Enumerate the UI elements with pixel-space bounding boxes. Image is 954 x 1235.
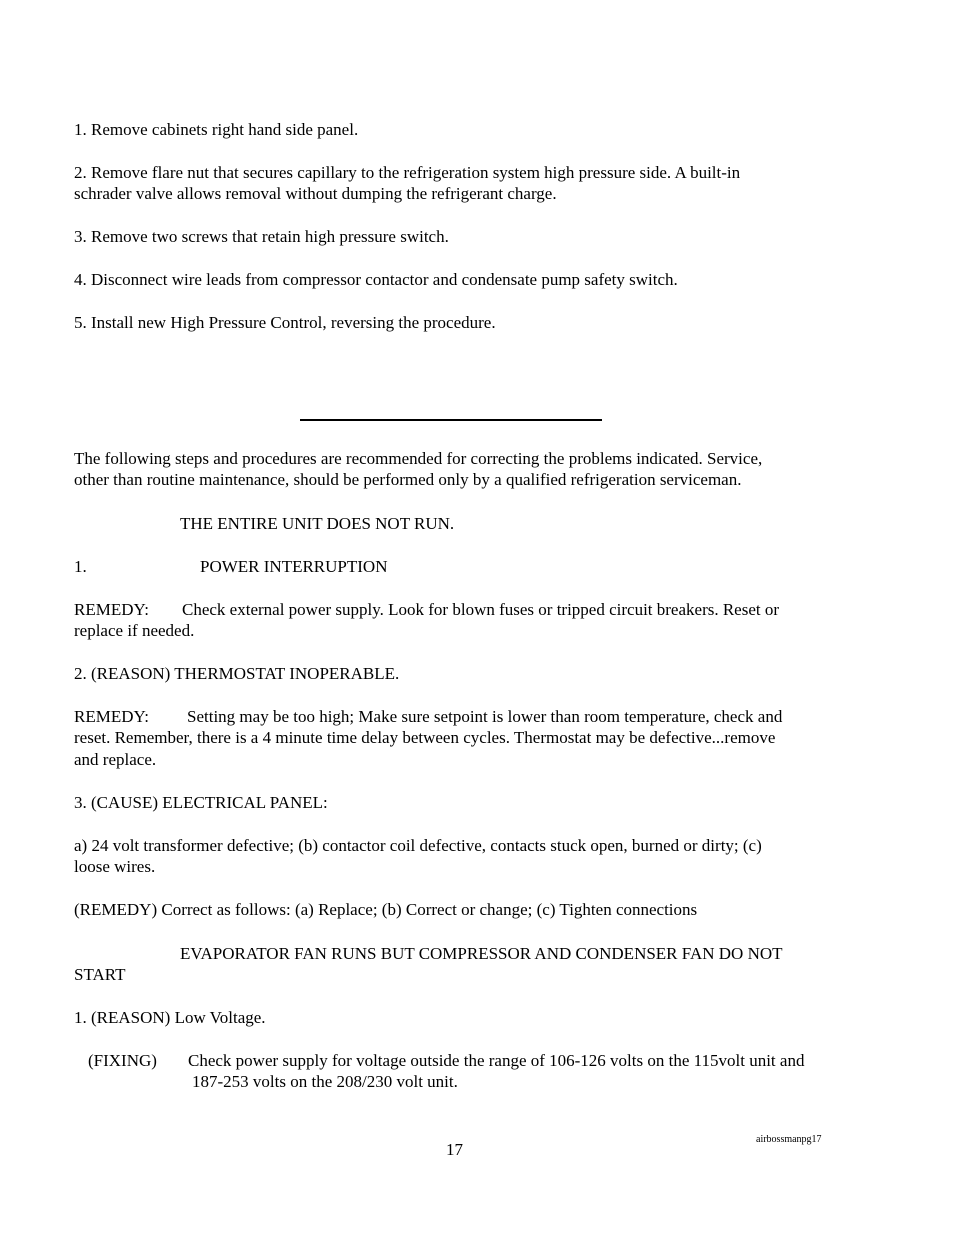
fixing-label: (FIXING) [88,1051,157,1070]
step-5: 5. Install new High Pressure Control, reversing the procedure. [74,313,496,332]
page-number: 17 [446,1140,463,1159]
intro-line-1: The following steps and procedures are recommended for correcting the problems indicated. Service, [74,449,763,468]
remedy-1-line-1: Check external power supply. Look for blown fuses or tripped circuit breakers. Reset or [182,600,780,619]
problem-1-title: THE ENTIRE UNIT DOES NOT RUN. [180,514,455,533]
problem-1-item-3: 3. (CAUSE) ELECTRICAL PANEL: [74,793,328,812]
problem-2-item-1: 1. (REASON) Low Voltage. [74,1008,266,1027]
remedy-2-label: REMEDY: [74,707,149,726]
remedy-2-line-2: reset. Remember, there is a 4 minute time delay between cycles. Thermostat may be defective...remove [74,728,776,747]
step-2-line-1: 2. Remove flare nut that secures capillary to the refrigeration system high pressure side. A built-in [74,163,741,182]
remedy-1-line-2: replace if needed. [74,621,195,640]
remedy-2-line-1: Setting may be too high; Make sure setpoint is lower than room temperature, check and [187,707,783,726]
intro-line-2: other than routine maintenance, should be performed only by a qualified refrigeration serviceman. [74,470,742,489]
step-3: 3. Remove two screws that retain high pressure switch. [74,227,449,246]
section-divider [300,419,602,421]
item-3-detail-line-1: a) 24 volt transformer defective; (b) contactor coil defective, contacts stuck open, burned or dirty; (c) [74,836,762,855]
problem-1-item-2: 2. (REASON) THERMOSTAT INOPERABLE. [74,664,400,683]
remedy-3: (REMEDY) Correct as follows: (a) Replace; (b) Correct or change; (c) Tighten connections [74,900,698,919]
step-2-line-2: schrader valve allows removal without dumping the refrigerant charge. [74,184,557,203]
fixing-line-2: 187-253 volts on the 208/230 volt unit. [192,1072,458,1091]
document-id: airbossmanpg17 [756,1134,822,1145]
step-4: 4. Disconnect wire leads from compressor contactor and condensate pump safety switch. [74,270,678,289]
remedy-2-line-3: and replace. [74,750,157,769]
remedy-1-label: REMEDY: [74,600,149,619]
problem-2-title-line-2: START [74,965,126,984]
item-3-detail-line-2: loose wires. [74,857,156,876]
problem-1-item-1-number: 1. [74,557,87,576]
problem-1-item-1-text: POWER INTERRUPTION [200,557,388,576]
fixing-line-1: Check power supply for voltage outside the range of 106-126 volts on the 115volt unit and [188,1051,805,1070]
step-1: 1. Remove cabinets right hand side panel. [74,120,359,139]
problem-2-title-line-1: EVAPORATOR FAN RUNS BUT COMPRESSOR AND CONDENSER FAN DO NOT [180,944,783,963]
